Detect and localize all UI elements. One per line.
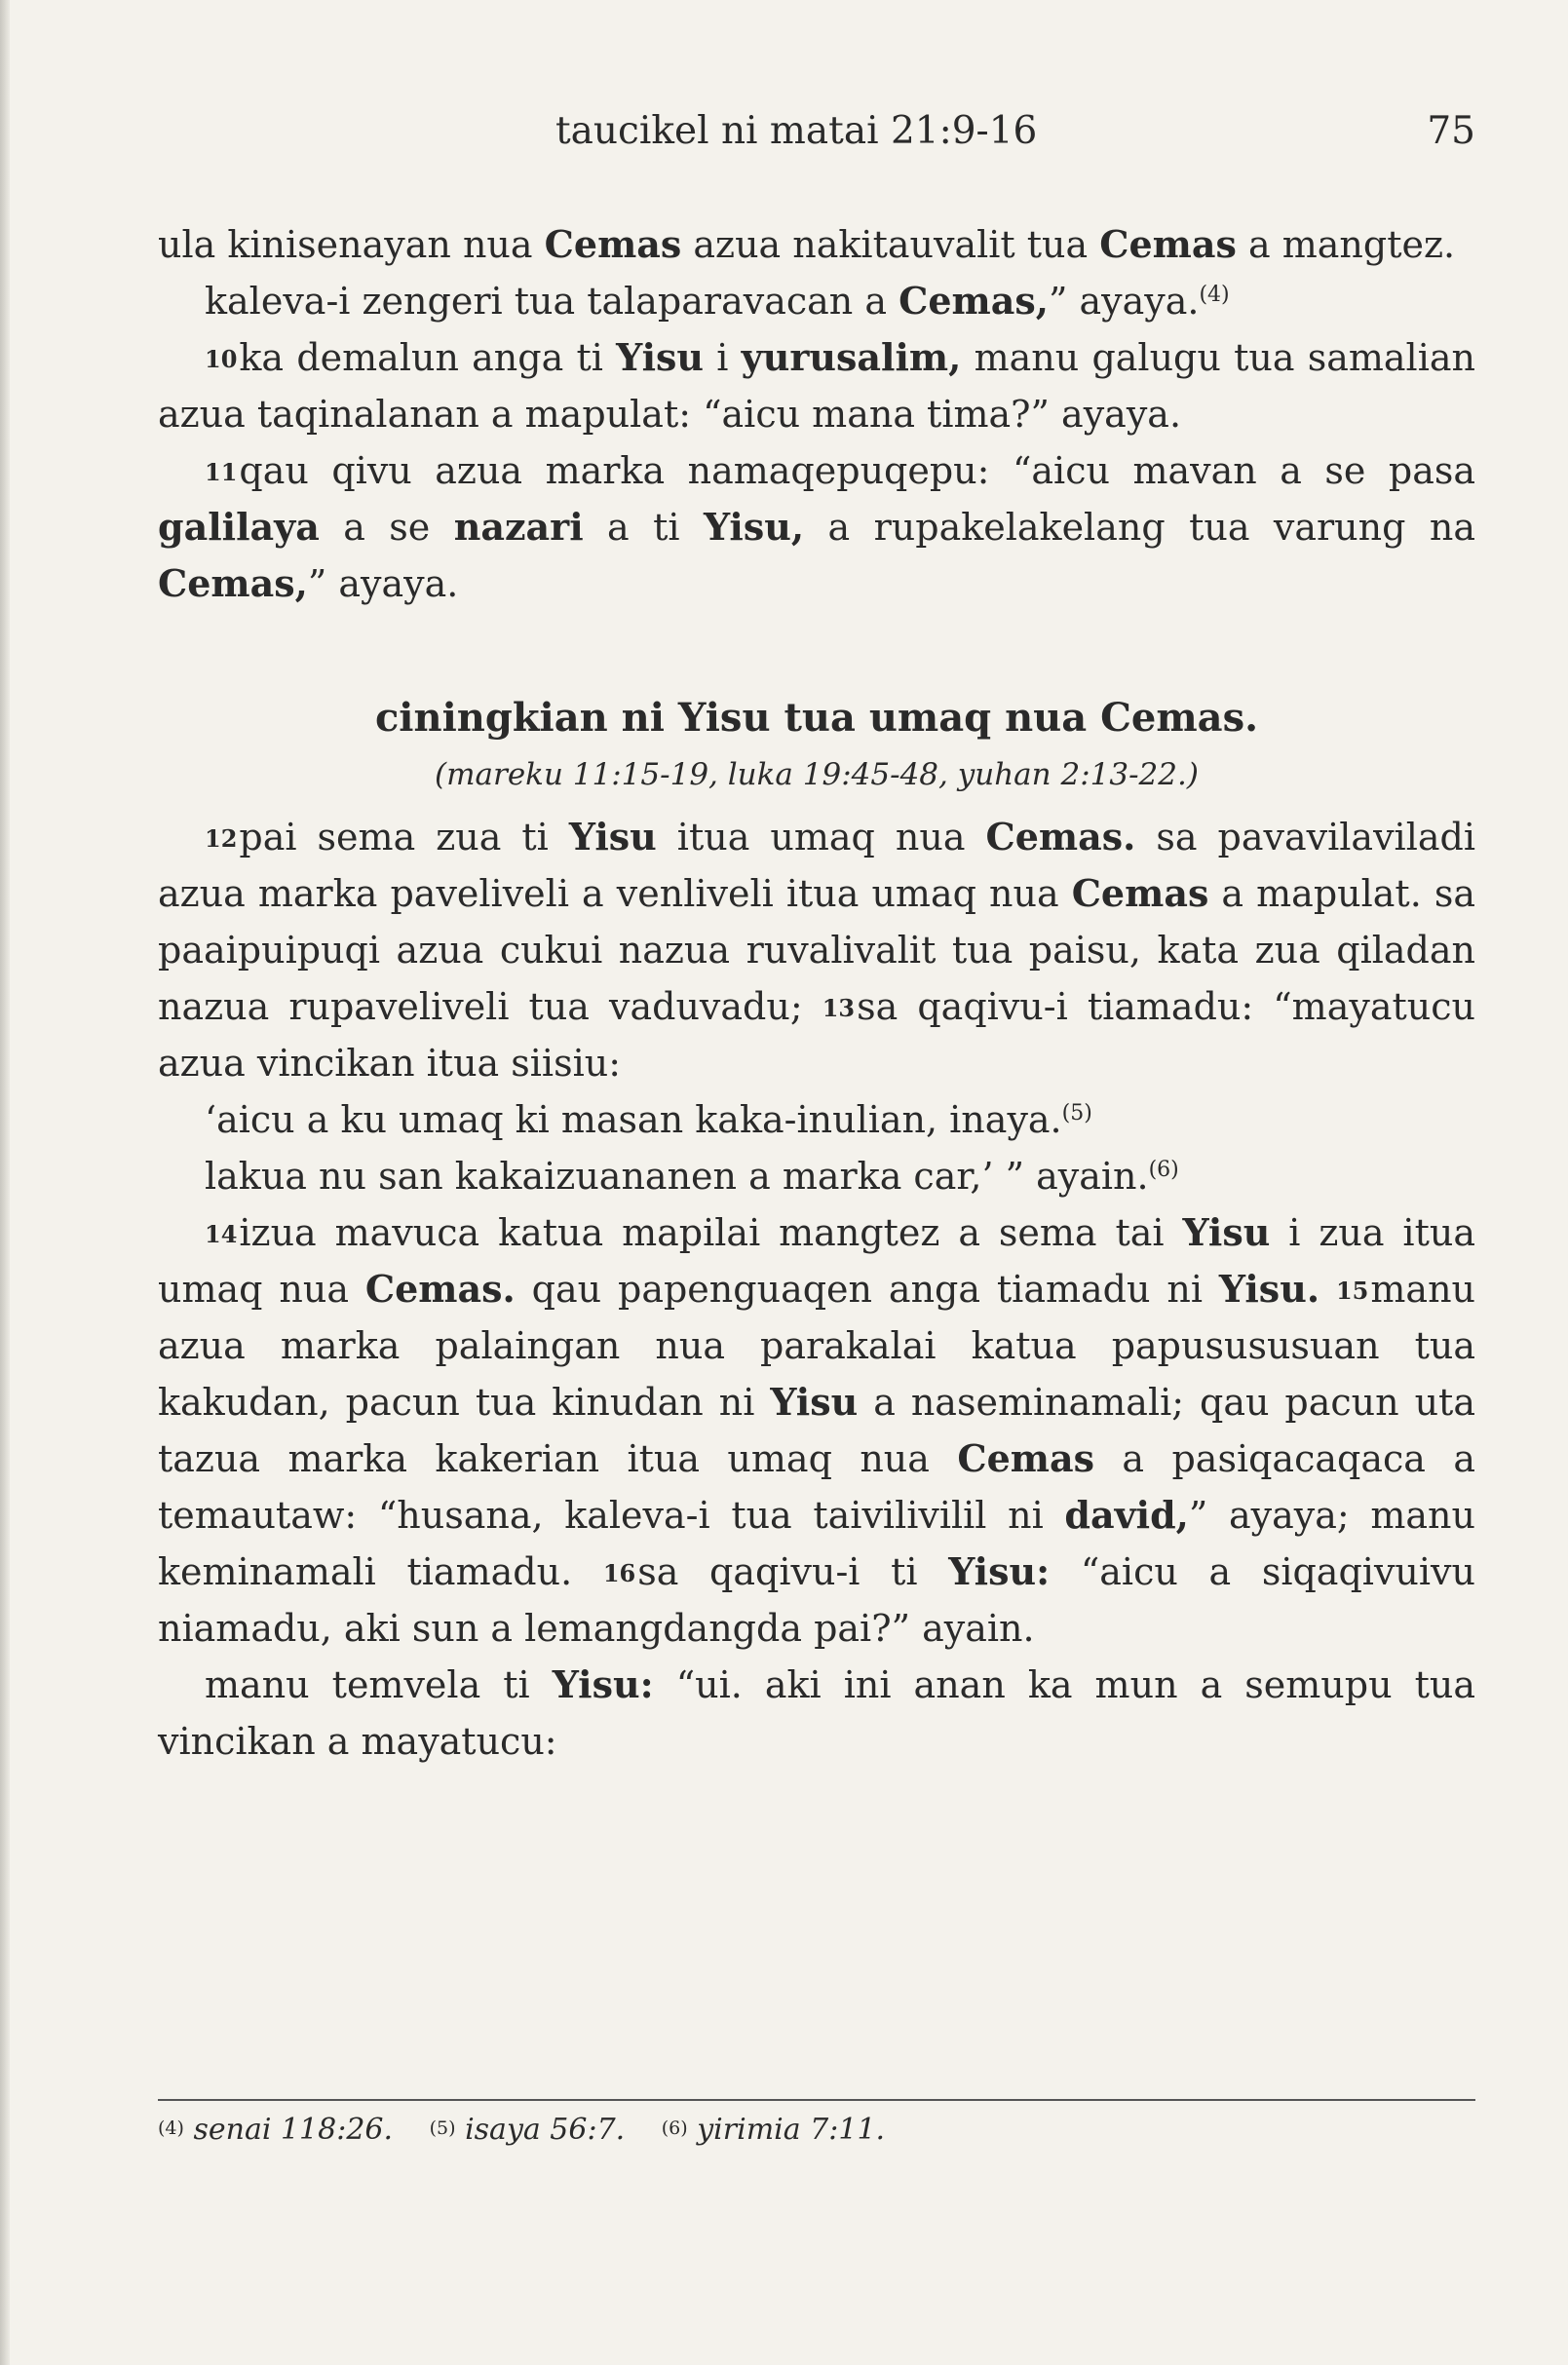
paragraph-verse-11: [158, 442, 1475, 612]
running-title: taucikel ni matai 21:9-16: [555, 109, 1038, 153]
bold-name: Yisu: [1182, 1210, 1271, 1254]
text-run: ” ayaya; manu keminamali tiamadu.: [158, 1494, 1475, 1593]
text-run: sa pavavilaviladi azua marka paveliveli a venliveli itua umaq nua: [158, 816, 1475, 915]
verse-number: 14: [205, 1220, 238, 1248]
text-run: i zua itua umaq nua: [158, 1211, 1475, 1311]
paragraph-continuation: [158, 216, 1475, 273]
footnote-text: senai 118:26.: [193, 2113, 394, 2147]
paragraph-last: [158, 1657, 1475, 1770]
bold-name: galilaya: [158, 505, 320, 549]
page-body: [158, 216, 1475, 1770]
footnote-divider: [158, 2099, 1475, 2101]
bold-name: Yisu: [616, 335, 705, 379]
bold-name: Cemas,: [158, 561, 308, 605]
running-header: [158, 109, 1475, 168]
bold-name: Yisu:: [948, 1549, 1051, 1593]
text-run: manu temvela ti: [205, 1663, 553, 1706]
text-run: ‘aicu a ku umaq ki masan kaka-inulian, inaya.: [205, 1098, 1062, 1141]
text-run: ” ayaya.: [1048, 280, 1200, 323]
bold-name: Cemas: [544, 222, 682, 266]
cross-reference: (mareku 11:15-19, luka 19:45-48, yuhan 2:13-22.): [435, 757, 1199, 792]
bold-name: david,: [1064, 1493, 1189, 1537]
text-run: a naseminamali; qau pacun uta tazua marka kakerian itua umaq nua: [158, 1381, 1475, 1480]
bold-name: Yisu:: [552, 1662, 654, 1706]
text-run: a ti: [583, 506, 704, 549]
text-run: izua mavuca katua mapilai mangtez a sema tai: [239, 1211, 1183, 1254]
text-run: ula kinisenayan nua: [158, 223, 545, 266]
section-heading: ciningkian ni Yisu tua umaq nua Cemas.: [374, 695, 1259, 741]
text-run: i: [704, 336, 742, 379]
bold-name: Cemas: [1099, 222, 1237, 266]
verse-number: 13: [822, 994, 856, 1022]
text-run: a se: [319, 506, 454, 549]
text-run: sa qaqivu-i ti: [637, 1550, 949, 1593]
quote-line-2: [158, 1148, 1475, 1204]
verse-number: 16: [602, 1559, 636, 1587]
footnote-5: [430, 2113, 626, 2147]
bold-name: yurusalim,: [741, 335, 962, 379]
paragraph-verse-14: [158, 1204, 1475, 1657]
quote-line-1: [158, 1091, 1475, 1148]
page-edge-shadow: [0, 0, 10, 2365]
paragraph-quote-line: [158, 273, 1475, 329]
verse-number: 10: [205, 345, 238, 373]
footnote-mark: (5): [429, 2117, 456, 2139]
bold-name: Cemas,: [899, 279, 1049, 323]
verse-number: 11: [205, 458, 238, 486]
footnote-mark: (4): [158, 2117, 184, 2139]
footnote-marker[interactable]: (6): [1148, 1158, 1179, 1182]
bold-name: Cemas: [957, 1436, 1094, 1480]
bold-name: Cemas: [1071, 871, 1209, 915]
bold-name: Cemas.: [364, 1267, 516, 1311]
paragraph-verse-10: [158, 329, 1475, 442]
text-run: lakua nu san kakaizuananen a marka car,’ ” ayain.: [205, 1155, 1149, 1198]
verse-number: 15: [1335, 1277, 1369, 1305]
text-run: a pasiqacaqaca a temautaw: “husana, kaleva-i tua taivilivilil ni: [158, 1437, 1475, 1537]
text-run: manu azua marka palaingan nua parakalai katua papusususuan tua kakudan, pacun tua kinudan ni: [158, 1268, 1476, 1424]
text-run: qau papenguaqen anga tiamadu ni: [515, 1268, 1219, 1311]
footnote-text: isaya 56:7.: [465, 2113, 626, 2147]
text-run: “ui. aki ini anan ka mun a semupu tua vincikan a mayatucu:: [158, 1663, 1475, 1763]
bold-name: Yisu.: [1218, 1267, 1320, 1311]
footnote-marker[interactable]: (4): [1199, 283, 1230, 307]
bold-name: nazari: [453, 505, 584, 549]
footnote-4: [158, 2113, 393, 2147]
bold-name: Yisu,: [703, 505, 805, 549]
text-run: manu galugu tua samalian azua taqinalanan a mapulat: “aicu mana tima?” ayaya.: [158, 336, 1475, 436]
text-run: kaleva-i zengeri tua talaparavacan a: [205, 280, 899, 323]
text-run: ” ayaya.: [307, 562, 459, 605]
verse-number: 12: [205, 824, 238, 853]
paragraph-verse-12: [158, 809, 1475, 1091]
text-run: “aicu a siqaqivuivu niamadu, aki sun a lemangdangda pai?” ayain.: [158, 1550, 1475, 1650]
footnotes: [158, 2109, 1475, 2152]
text-run: a rupakelakelang tua varung na: [804, 506, 1475, 549]
text-run: a mangtez.: [1248, 223, 1456, 266]
text-run: azua nakitauvalit tua: [681, 223, 1100, 266]
text-run: sa qaqivu-i tiamadu: “mayatucu azua vincikan itua siisiu:: [158, 985, 1475, 1085]
text-run: qau qivu azua marka namaqepuqepu: “aicu mavan a se pasa: [239, 449, 1475, 492]
text-run: ka demalun anga ti: [239, 336, 617, 379]
text-run: pai sema zua ti: [239, 816, 569, 858]
footnote-text: yirimia 7:11.: [697, 2113, 886, 2147]
footnote-6: [662, 2113, 885, 2147]
footnote-marker[interactable]: (5): [1061, 1101, 1092, 1125]
page-number: 75: [1427, 109, 1475, 153]
bold-name: Yisu: [770, 1380, 859, 1424]
bold-name: Cemas.: [985, 815, 1136, 858]
text-run: a mapulat. sa paaipuipuqi azua cukui nazua ruvalivalit tua paisu, kata zua qiladan nazua rupaveliveli tua vaduvadu;: [158, 872, 1475, 1028]
footnote-mark: (6): [661, 2117, 688, 2139]
bold-name: Yisu: [568, 815, 657, 858]
text-run: itua umaq nua: [656, 816, 986, 858]
